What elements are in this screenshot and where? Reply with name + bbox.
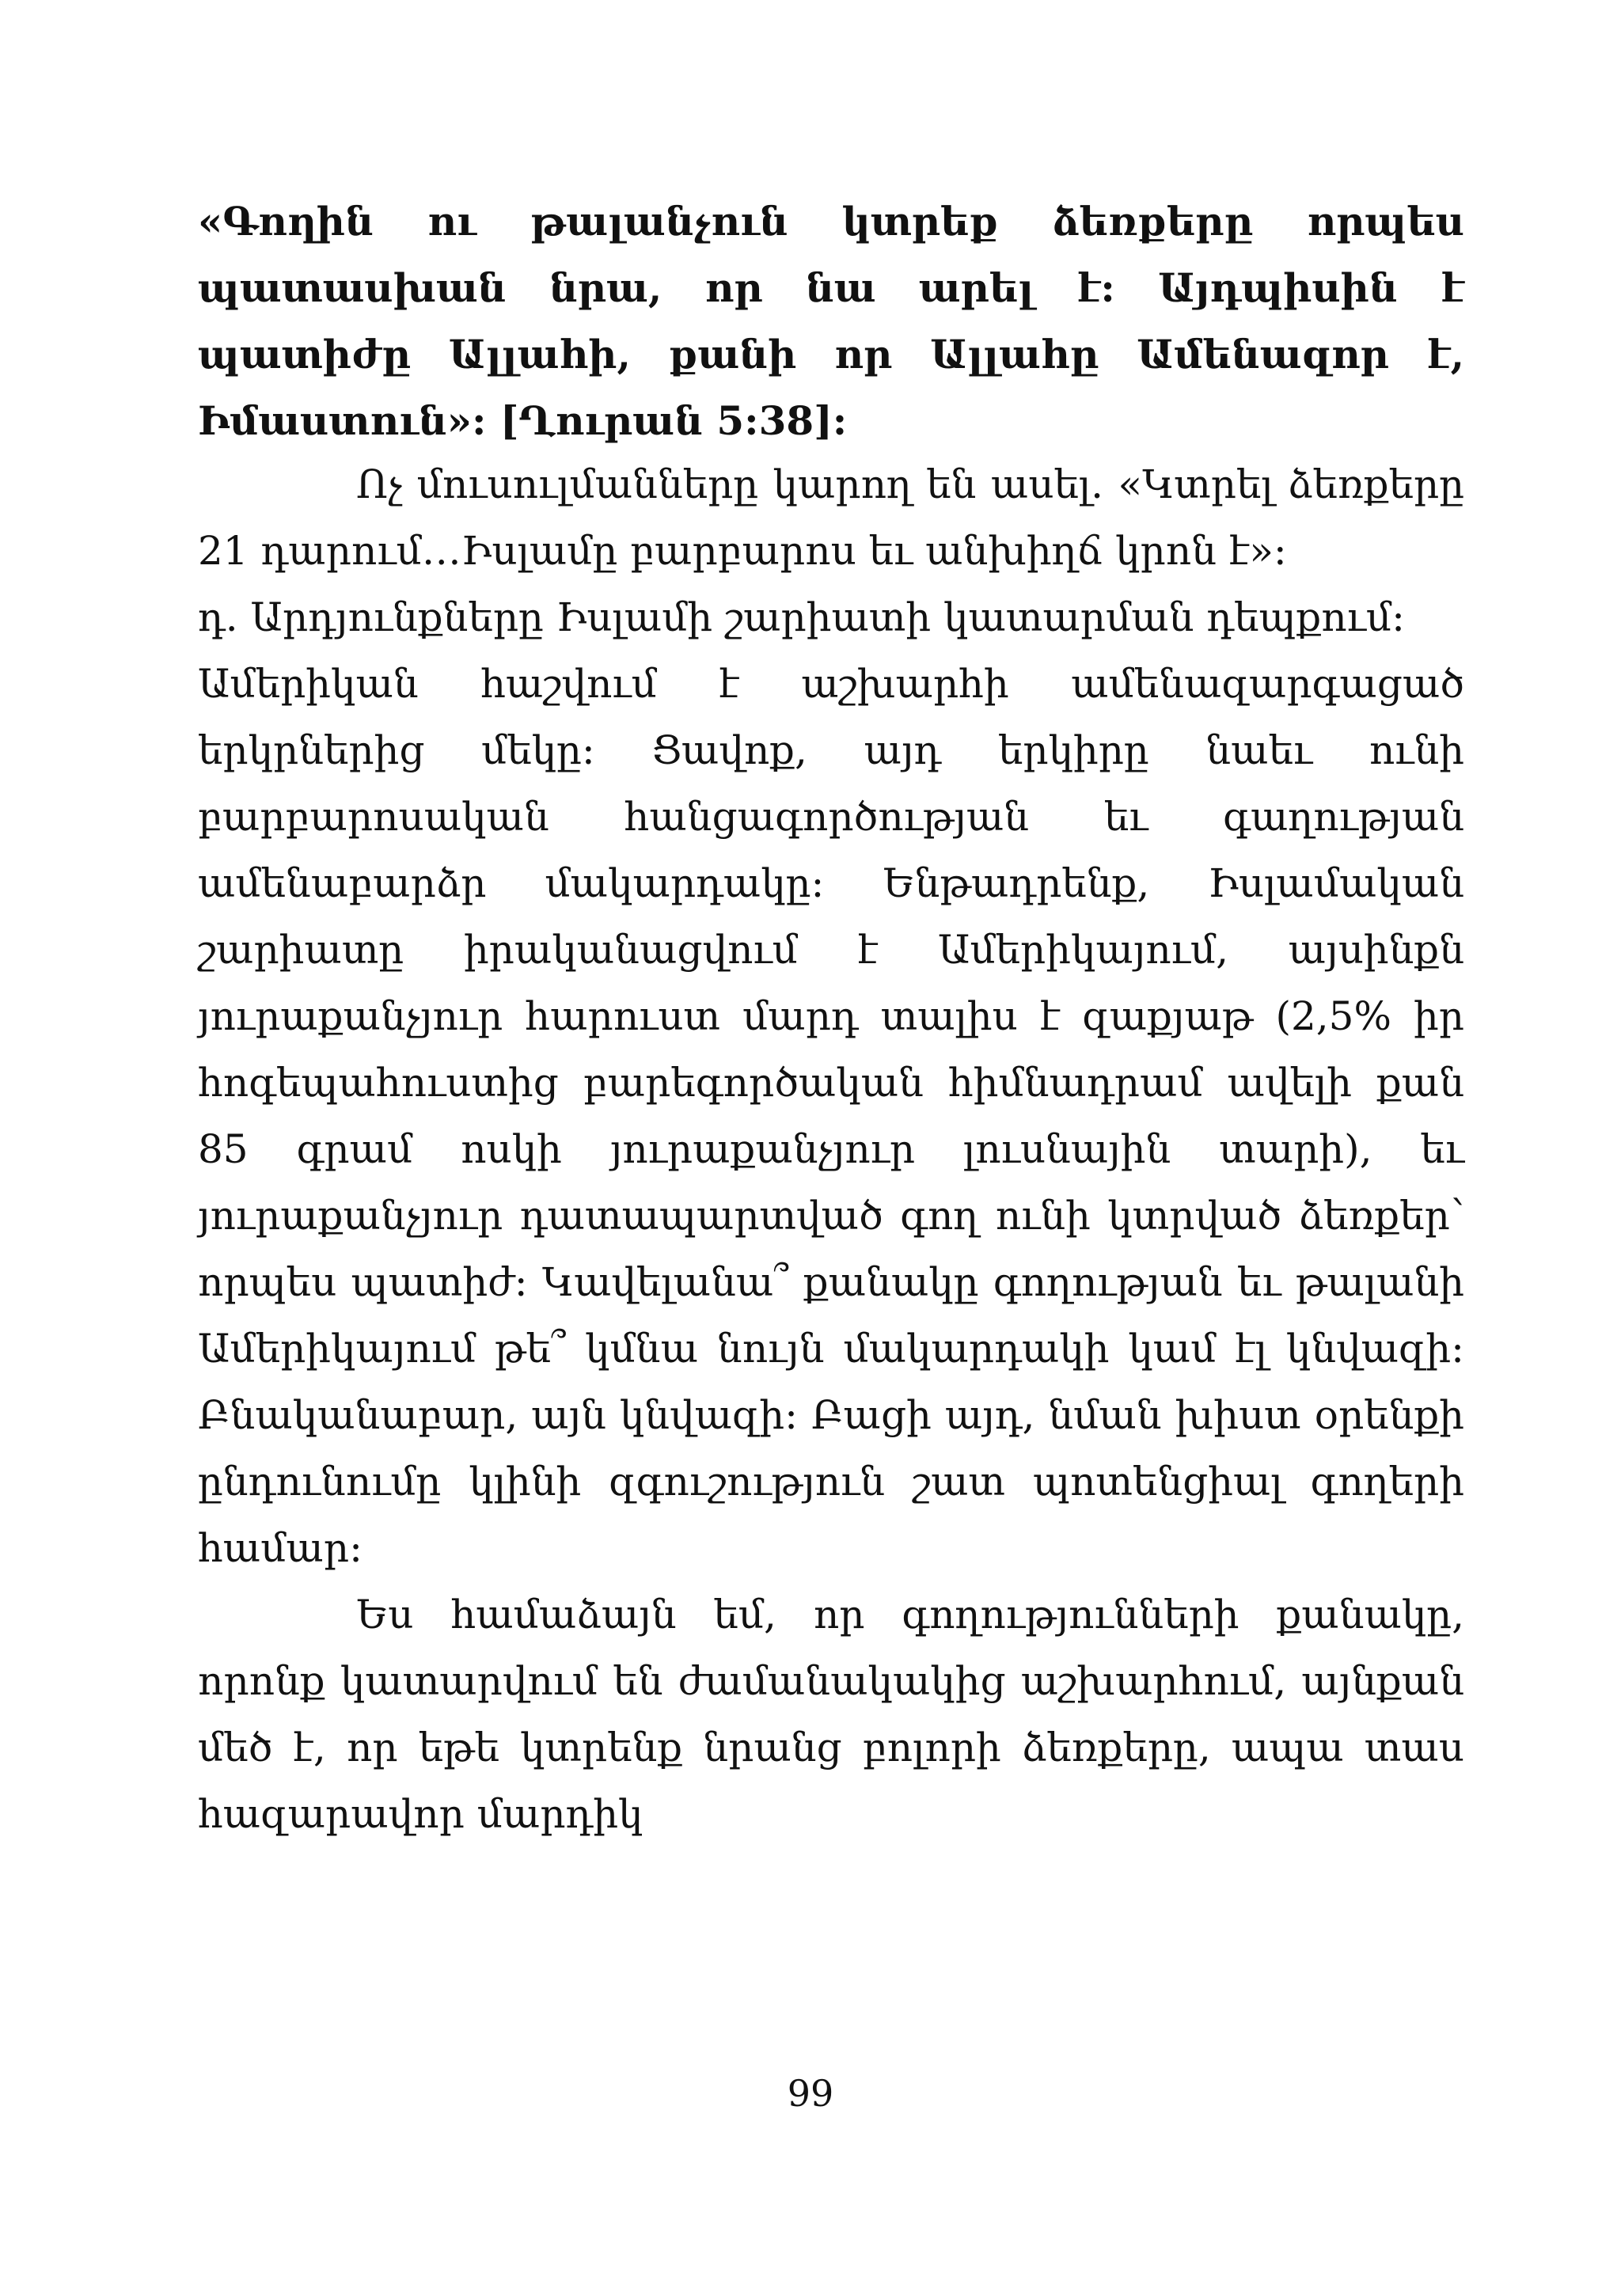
section-heading-d: դ. Արդյունքները Իսլամի շարիատի կատարման դեպքում: xyxy=(198,594,1405,640)
body-text xyxy=(198,451,1464,1847)
quran-quote: «Գողին ու թալանչուն կտրեք ձեռքերը որպես պատասխան նրա, որ նա արել է: Այդպիսին է պատիժը Ալլահի, քանի որ Ալլահը Ամենազոր է, Իմաստուն»: [Ղուրան 5:38]: xyxy=(198,198,1464,444)
page-number: 99 xyxy=(787,2072,834,2115)
paragraph-agreement: Ես համաձայն եմ, որ գողությունների քանակը, որոնք կատարվում են ժամանակակից աշխարհում, այնքան մեծ է, որ եթե կտրենք նրանց բոլորի ձեռքերը, ապա տաս հազարավոր մարդիկ xyxy=(198,1592,1464,1837)
paragraph-non-muslim-objection: Ոչ մուսուլմանները կարող են ասել. «Կտրել ձեռքերը 21 դարում…Իսլամը բարբարոս եւ անխիղճ կրոն է»: xyxy=(198,461,1464,574)
paragraph-america-example: Ամերիկան հաշվում է աշխարհի ամենազարգացած երկրներից մեկը: Ցավոք, այդ երկիրը նաեւ ունի բարբարոսական հանցագործության եւ գաղության ամենաբարձր մակարդակը: Ենթադրենք, Իսլամական շարիատը իրականացվում է Ամերիկայում, այսինքն յուրաքանչյուր հարուստ մարդ տալիս է զաքյաթ (2,5% իր հոգեպահուստից բարեգործական հիմնադրամ ավելի քան 85 գրամ ոսկի յուրաքանչյուր լուսնային տարի), եւ յուրաքանչյուր դատապարտված գող ունի կտրված ձեռքեր՝ որպես պատիժ: Կավելանա՞ քանակը գողության եւ թալանի Ամերիկայում թե՞ կմնա նույն մակարդակի կամ էլ կնվազի: Բնականաբար, այն կնվազի: Բացի այդ, նման խիստ օրենքի ընդունումը կլինի զգուշություն շատ պոտենցիալ գողերի համար: xyxy=(198,661,1464,1571)
